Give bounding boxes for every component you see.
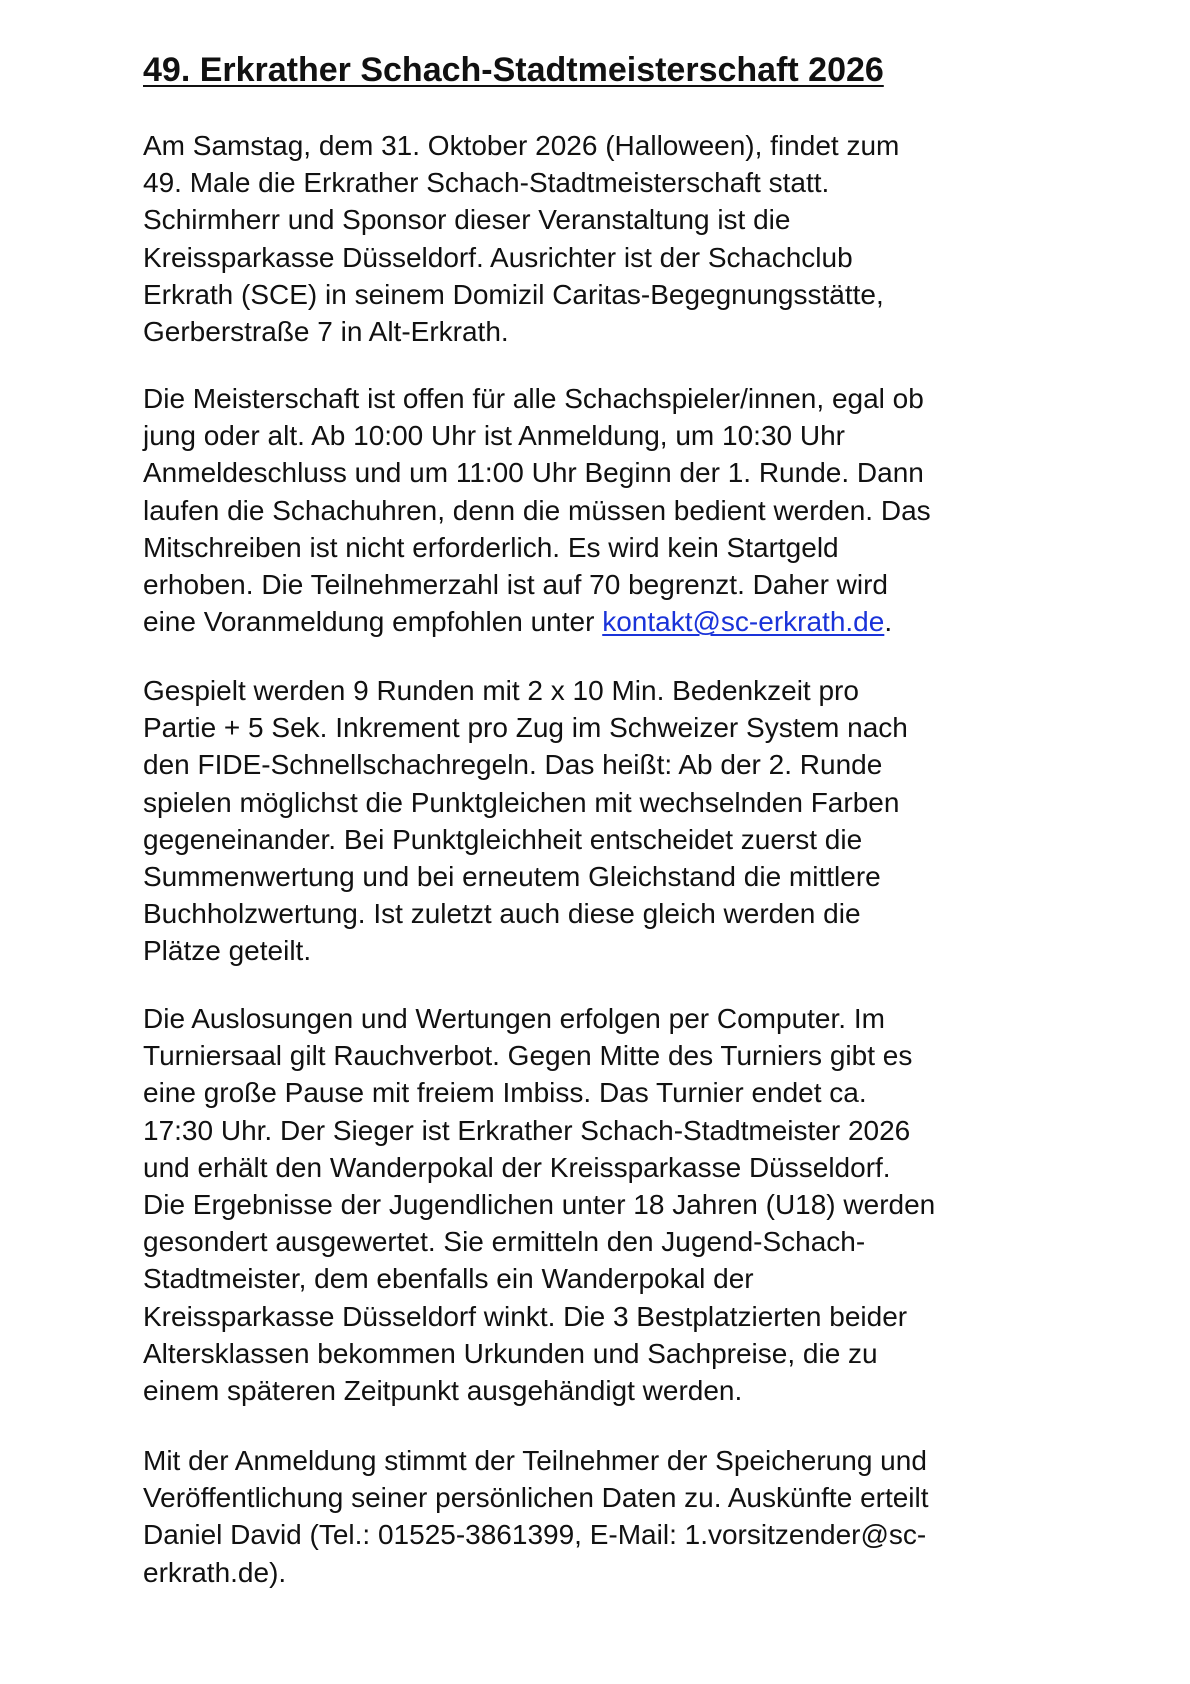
paragraph-event-intro — [143, 127, 1093, 350]
text-line: laufen die Schachuhren, denn die müssen bedient werden. Das — [143, 494, 931, 526]
text-line: Schirmherr und Sponsor dieser Veranstaltung ist die — [143, 204, 791, 236]
text-line: Turniersaal gilt Rauchverbot. Gegen Mitte des Turniers gibt es — [143, 1040, 913, 1072]
text-segment: eine Voranmeldung empfohlen unter — [143, 606, 603, 638]
text-line: Gerberstraße 7 in Alt-Erkrath. — [143, 316, 509, 348]
text-line: und erhält den Wanderpokal der Kreissparkasse Düsseldorf. — [143, 1151, 891, 1183]
text-line: Mitschreiben ist nicht erforderlich. Es wird kein Startgeld — [143, 531, 839, 563]
text-line: Mit der Anmeldung stimmt der Teilnehmer der Speicherung und — [143, 1445, 927, 1476]
text-line: den FIDE-Schnellschachregeln. Das heißt: Ab der 2. Runde — [143, 749, 883, 781]
text-line: Veröffentlichung seiner persönlichen Daten zu. Auskünfte erteilt — [143, 1482, 929, 1514]
contact-email-link[interactable]: kontakt@sc-erkrath.de — [602, 606, 885, 638]
text-line: Daniel David (Tel.: 01525-3861399, E-Mail: 1.vorsitzender@sc- — [143, 1519, 927, 1551]
text-line: Buchholzwertung. Ist zuletzt auch diese gleich werden die — [143, 898, 861, 930]
text-line: Summenwertung und bei erneutem Gleichstand die mittlere — [143, 861, 881, 893]
text-line: erkrath.de). — [143, 1556, 287, 1588]
text-line: erhoben. Die Teilnehmerzahl ist auf 70 begrenzt. Daher wird — [143, 569, 889, 601]
text-line: 49. Male die Erkrather Schach-Stadtmeisterschaft statt. — [143, 167, 830, 199]
text-segment: . — [884, 606, 893, 638]
text-line: Kreissparkasse Düsseldorf. Ausrichter ist der Schachclub — [143, 241, 853, 273]
text-line: spielen möglichst die Punktgleichen mit wechselnden Farben — [143, 786, 900, 818]
text-line: einem späteren Zeitpunkt ausgehändigt werden. — [143, 1375, 743, 1407]
text-line: Erkrath (SCE) in seinem Domizil Caritas-Begegnungsstätte, — [143, 278, 884, 310]
paragraph-tournament-details — [143, 1000, 1093, 1409]
text-line: Die Meisterschaft ist offen für alle Schachspieler/innen, egal ob — [143, 383, 924, 414]
text-line: Plätze geteilt. — [143, 935, 312, 967]
text-line: Am Samstag, dem 31. Oktober 2026 (Halloween), findet zum — [143, 130, 900, 161]
paragraph-privacy-contact — [143, 1442, 1093, 1591]
text-line — [143, 603, 1093, 640]
text-line: Partie + 5 Sek. Inkrement pro Zug im Schweizer System nach — [143, 712, 908, 744]
text-line: Stadtmeister, dem ebenfalls ein Wanderpokal der — [143, 1263, 754, 1295]
text-line: gesondert ausgewertet. Sie ermitteln den Jugend-Schach- — [143, 1226, 866, 1258]
text-line: gegeneinander. Bei Punktgleichheit entscheidet zuerst die — [143, 823, 863, 855]
text-line: Kreissparkasse Düsseldorf winkt. Die 3 Bestplatzierten beider — [143, 1300, 908, 1332]
text-line: 17:30 Uhr. Der Sieger ist Erkrather Schach-Stadtmeister 2026 — [143, 1114, 911, 1146]
text-line: eine große Pause mit freiem Imbiss. Das Turnier endet ca. — [143, 1077, 867, 1109]
text-line: Anmeldeschluss und um 11:00 Uhr Beginn der 1. Runde. Dann — [143, 457, 924, 489]
paragraph-game-rules — [143, 672, 1093, 970]
text-line: Die Auslosungen und Wertungen erfolgen per Computer. Im — [143, 1003, 885, 1034]
text-line: jung oder alt. Ab 10:00 Uhr ist Anmeldung, um 10:30 Uhr — [143, 420, 845, 452]
text-line: Die Ergebnisse der Jugendlichen unter 18 Jahren (U18) werden — [143, 1189, 936, 1221]
text-line: Altersklassen bekommen Urkunden und Sachpreise, die zu — [143, 1337, 878, 1369]
page-title: 49. Erkrather Schach-Stadtmeisterschaft 2026 — [143, 51, 884, 89]
text-line: Gespielt werden 9 Runden mit 2 x 10 Min. Bedenkzeit pro — [143, 675, 859, 706]
paragraph-registration — [143, 380, 1093, 640]
